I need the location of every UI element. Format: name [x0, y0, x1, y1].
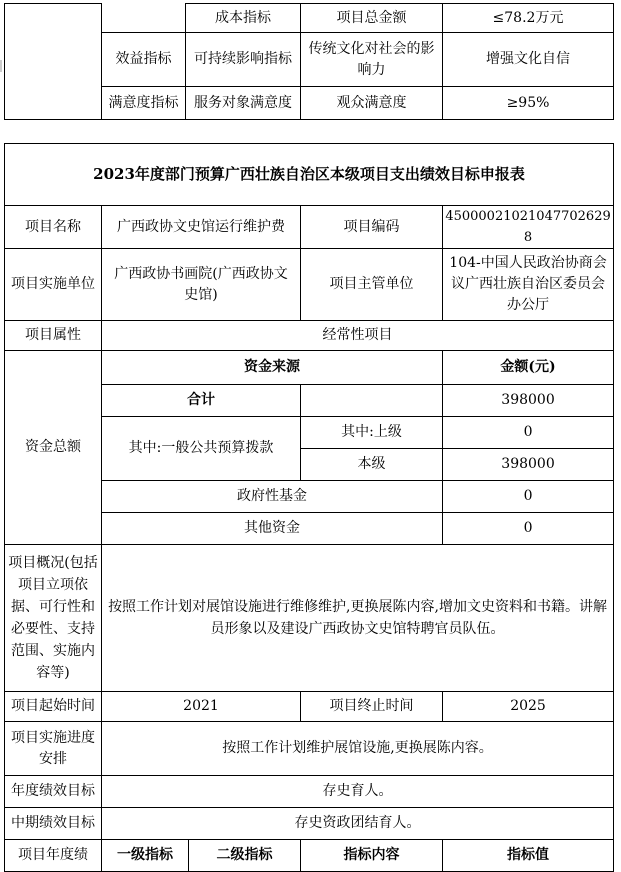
empty-cell	[301, 385, 443, 417]
start-value: 2021	[102, 692, 301, 722]
project-code-label: 项目编码	[301, 206, 443, 249]
primary-indicator-cell	[102, 4, 186, 33]
indicator-table-continued	[4, 3, 614, 120]
overview-label: 项目概况(包括项目立项依据、可行性和必要性、支持范围、实施内容等)	[5, 545, 102, 692]
table-row	[5, 321, 614, 351]
table-row	[5, 776, 614, 808]
public-budget-label: 其中:一般公共预算拨款	[102, 417, 301, 481]
supervisor-label: 项目主管单位	[301, 249, 443, 321]
indicator-value-cell: 增强文化自信	[443, 33, 614, 87]
total-label: 合计	[102, 385, 301, 417]
other-value: 0	[443, 513, 614, 545]
source-header: 资金来源	[102, 351, 443, 385]
local-label: 本级	[301, 449, 443, 481]
progress-value: 按照工作计划维护展馆设施,更换展陈内容。	[102, 722, 614, 776]
table-row	[5, 144, 614, 206]
total-value: 398000	[443, 385, 614, 417]
project-name-value: 广西政协文史馆运行维护费	[102, 206, 301, 249]
table-row	[5, 206, 614, 249]
table-row	[5, 808, 614, 840]
impl-unit-label: 项目实施单位	[5, 249, 102, 321]
project-code-value: 45000021021047702629​8	[443, 206, 614, 249]
table-row	[5, 692, 614, 722]
upper-label: 其中:上级	[301, 417, 443, 449]
table-row	[5, 351, 614, 385]
form-title: 2023年度部门预算广西壮族自治区本级项目支出绩效目标申报表	[5, 144, 614, 206]
upper-value: 0	[443, 417, 614, 449]
start-label: 项目起始时间	[5, 692, 102, 722]
table-row	[5, 840, 614, 872]
indicator-content-cell: 观众满意度	[301, 87, 443, 120]
indicator-header-project: 项目年度绩	[5, 840, 102, 872]
indicator-header-content: 指标内容	[301, 840, 443, 872]
mid-goal-label: 中期绩效目标	[5, 808, 102, 840]
performance-target-form	[4, 143, 614, 872]
indicator-content-cell: 传统文化对社会的影响力	[301, 33, 443, 87]
impl-unit-value: 广西政协书画院(广西政协文史馆)	[102, 249, 301, 321]
secondary-indicator-cell: 可持续影响指标	[186, 33, 301, 87]
attribute-value: 经常性项目	[102, 321, 614, 351]
other-label: 其他资金	[102, 513, 443, 545]
overview-value: 按照工作计划对展馆设施进行维修维护,更换展陈内容,增加文史资料和书籍。讲解员形象以及建设广西政协文史馆特聘官员队伍。	[102, 545, 614, 692]
gov-fund-value: 0	[443, 481, 614, 513]
merged-empty-cell	[5, 4, 102, 120]
amount-header: 金额(元)	[443, 351, 614, 385]
annual-goal-value: 存史育人。	[102, 776, 614, 808]
secondary-indicator-cell: 成本指标	[186, 4, 301, 33]
indicator-value-cell: ≤78.2万元	[443, 4, 614, 33]
supervisor-value: 104-中国人民政治协商会议广西壮族自治区委员会办公厅	[443, 249, 614, 321]
gov-fund-label: 政府性基金	[102, 481, 443, 513]
page-margin-mark	[0, 60, 2, 72]
local-value: 398000	[443, 449, 614, 481]
end-value: 2025	[443, 692, 614, 722]
table-row	[5, 722, 614, 776]
primary-indicator-cell: 效益指标	[102, 33, 186, 87]
mid-goal-value: 存史资政团结育人。	[102, 808, 614, 840]
funds-label: 资金总额	[5, 351, 102, 545]
table-row	[5, 249, 614, 321]
attribute-label: 项目属性	[5, 321, 102, 351]
primary-indicator-cell: 满意度指标	[102, 87, 186, 120]
end-label: 项目终止时间	[301, 692, 443, 722]
indicator-header-level2: 二级指标	[189, 840, 301, 872]
annual-goal-label: 年度绩效目标	[5, 776, 102, 808]
indicator-content-cell: 项目总金额	[301, 4, 443, 33]
table-row	[5, 4, 614, 33]
indicator-header-level1: 一级指标	[102, 840, 189, 872]
indicator-header-value: 指标值	[443, 840, 614, 872]
table-row	[5, 545, 614, 692]
secondary-indicator-cell: 服务对象满意度	[186, 87, 301, 120]
progress-label: 项目实施进度安排	[5, 722, 102, 776]
project-name-label: 项目名称	[5, 206, 102, 249]
indicator-value-cell: ≥95%	[443, 87, 614, 120]
